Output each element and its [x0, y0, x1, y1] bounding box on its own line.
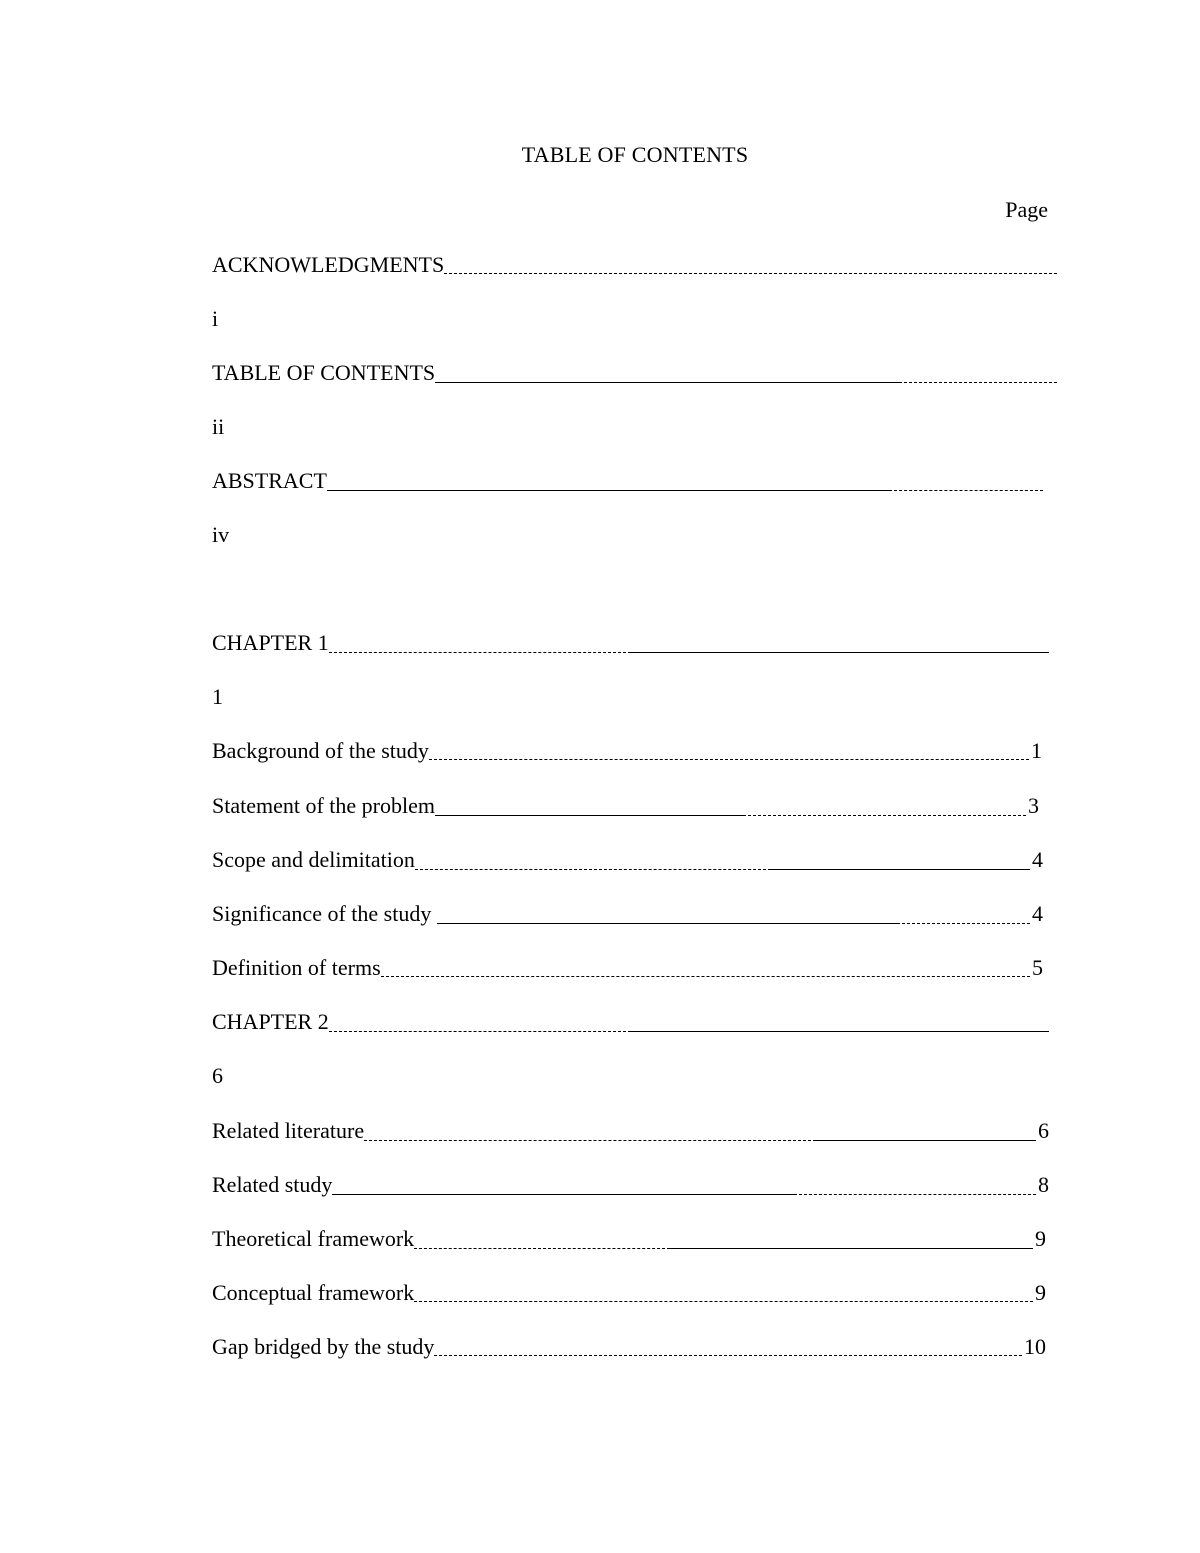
toc-entry-acknowledgments[interactable] — [212, 250, 1057, 280]
toc-entry-gap-bridged[interactable] — [212, 1332, 1046, 1362]
toc-entry-page-number: 6 — [212, 1063, 223, 1088]
toc-entry-chapter-1[interactable] — [212, 628, 1049, 658]
toc-entry-conceptual-framework[interactable] — [212, 1278, 1046, 1308]
toc-leader — [434, 1355, 1022, 1356]
toc-entry-page-number: 10 — [1024, 1334, 1046, 1359]
toc-entry-related-study[interactable] — [212, 1170, 1049, 1200]
toc-entry-scope[interactable] — [212, 845, 1043, 875]
toc-entry-page-number: 6 — [1038, 1118, 1049, 1143]
toc-entry-page-number: 1 — [212, 684, 223, 709]
toc-entry-page-number: 4 — [1032, 847, 1043, 872]
toc-entry-page-number: 5 — [1032, 955, 1043, 980]
toc-entry-page-number: 8 — [1038, 1172, 1049, 1197]
toc-entry-label: ABSTRACT — [212, 468, 327, 493]
toc-entry-definition-of-terms[interactable] — [212, 953, 1043, 983]
toc-entry-label: TABLE OF CONTENTS — [212, 360, 436, 385]
toc-entry-background[interactable] — [212, 736, 1042, 766]
toc-leader — [381, 976, 1030, 977]
toc-entry-abstract[interactable] — [212, 466, 1043, 496]
toc-entry-page-number: 3 — [1028, 793, 1039, 818]
toc-leader — [444, 273, 1057, 274]
toc-entry-label: Significance of the study — [212, 901, 432, 926]
toc-leader — [429, 759, 1029, 760]
toc-entry-page-number: 9 — [1035, 1280, 1046, 1305]
toc-entry-label: Scope and delimitation — [212, 847, 415, 872]
toc-entry-label: ACKNOWLEDGMENTS — [212, 252, 445, 277]
toc-entry-label: Conceptual framework — [212, 1280, 415, 1305]
toc-entry-significance[interactable] — [212, 899, 1043, 929]
toc-entry-table-of-contents[interactable] — [212, 358, 1057, 388]
toc-entry-chapter-2[interactable] — [212, 1007, 1049, 1037]
toc-entry-label: Theoretical framework — [212, 1226, 415, 1251]
toc-entry-page-number: 4 — [1032, 901, 1043, 926]
toc-entry-label: Background of the study — [212, 738, 429, 763]
toc-entry-page-number: i — [212, 306, 219, 331]
toc-entry-related-literature[interactable] — [212, 1116, 1049, 1146]
toc-entry-page-number: ii — [212, 414, 225, 439]
toc-entry-label: Related literature — [212, 1118, 365, 1143]
toc-entry-label: CHAPTER 1 — [212, 630, 329, 655]
toc-entry-label: CHAPTER 2 — [212, 1009, 329, 1034]
page-column-label: Page — [1005, 197, 1048, 222]
toc-entry-label: Statement of the problem — [212, 793, 435, 818]
toc-entry-theoretical-framework[interactable] — [212, 1224, 1046, 1254]
toc-entry-label: Definition of terms — [212, 955, 381, 980]
toc-entry-page-number: iv — [212, 522, 230, 547]
toc-entry-statement-of-problem[interactable] — [212, 791, 1039, 821]
page-title: TABLE OF CONTENTS — [521, 142, 749, 167]
toc-entry-label: Gap bridged by the study — [212, 1334, 435, 1359]
toc-entry-label: Related study — [212, 1172, 333, 1197]
toc-entry-page-number: 1 — [1031, 738, 1042, 763]
toc-entry-page-number: 9 — [1035, 1226, 1046, 1251]
toc-leader — [414, 1301, 1033, 1302]
